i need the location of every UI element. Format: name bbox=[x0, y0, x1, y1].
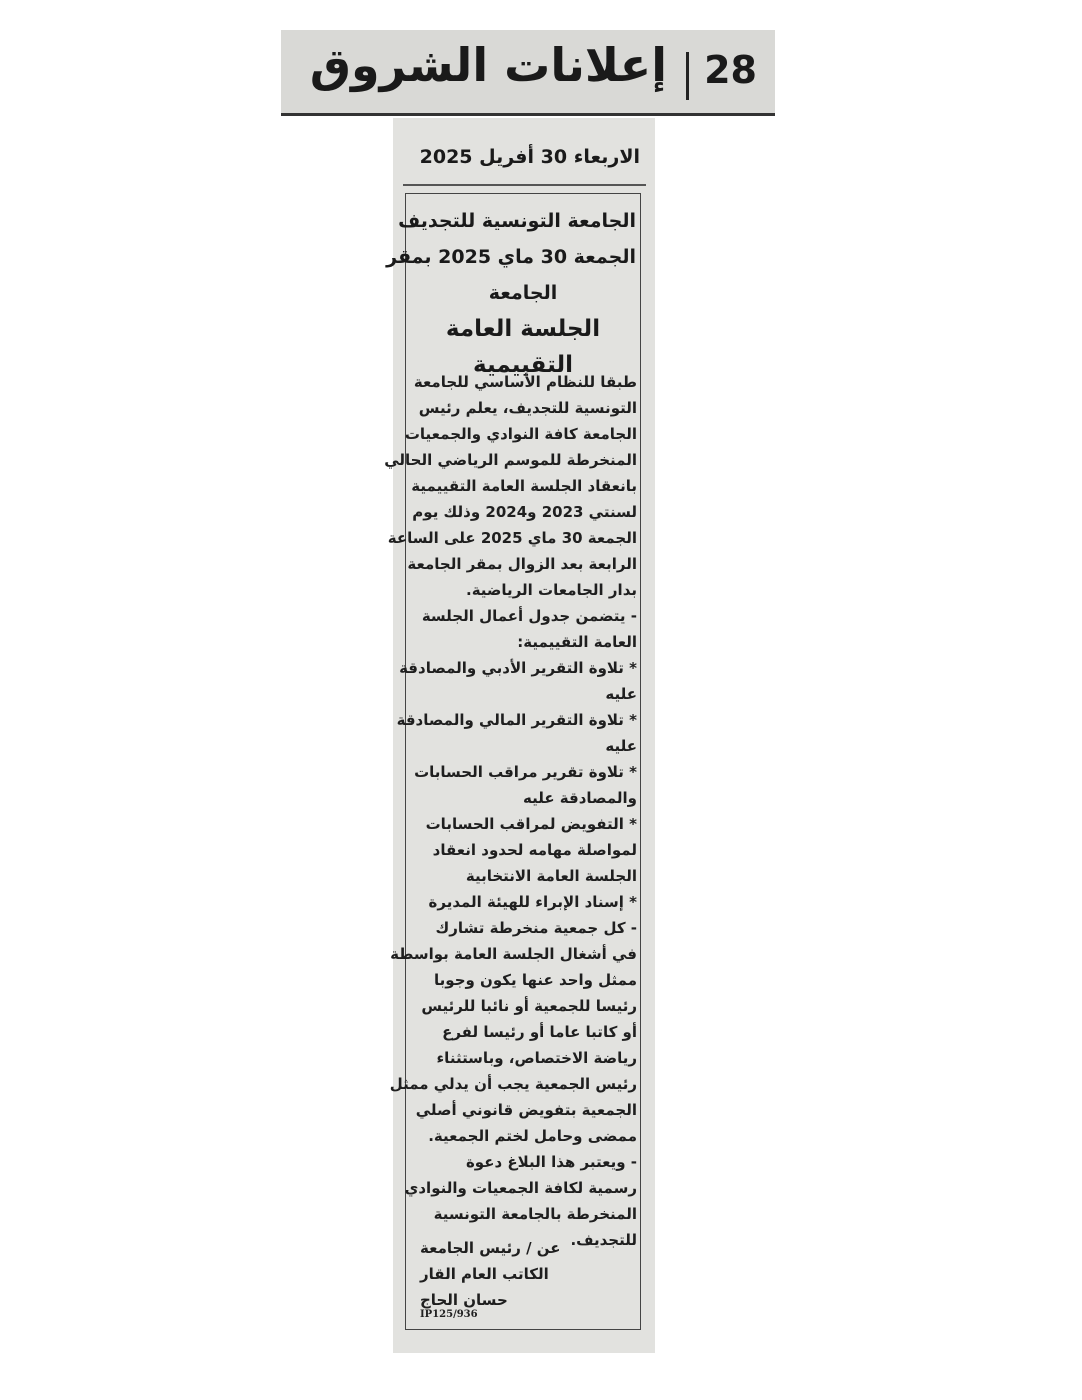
body-line: لسنتي 2023 و2024 وذلك يوم bbox=[412, 503, 637, 521]
body-line: الرابعة بعد الزوال بمقر الجامعة bbox=[407, 555, 637, 573]
body-line: ممثل واحد عنها يكون وجوبا bbox=[434, 971, 637, 989]
body-line: الجلسة العامة الانتخابية bbox=[465, 867, 637, 885]
body-line: رئيسا للجمعية أو نائبا للرئيس bbox=[421, 997, 637, 1015]
body-line: طبقا للنظام الأساسي للجامعة bbox=[413, 373, 637, 391]
body-line: والمصادقة عليه bbox=[523, 789, 637, 807]
body-line: للتجديف. bbox=[570, 1231, 637, 1249]
body-line: المنخرطة للموسم الرياضي الحالي bbox=[384, 451, 637, 469]
body-line: رياضة الاختصاص، وباستثناء bbox=[436, 1049, 637, 1067]
body-line: العامة التقييمية: bbox=[517, 633, 637, 651]
body-line: عليه bbox=[605, 737, 637, 755]
announcement-subheading: الجلسة العامة التقييمية bbox=[445, 316, 601, 378]
body-line: الجمعية بتفويض قانوني أصلي bbox=[415, 1101, 637, 1119]
date-rule bbox=[403, 184, 646, 186]
signature-line: الكاتب العام القار bbox=[420, 1265, 549, 1283]
heading-line: الجامعة bbox=[488, 282, 558, 304]
announcement-body bbox=[384, 369, 637, 1253]
body-line: رئيس الجمعية يجب أن يدلي ممثل bbox=[389, 1075, 637, 1093]
heading-line: الجامعة التونسية للتجديف bbox=[398, 210, 636, 232]
body-line: عليه bbox=[605, 685, 637, 703]
body-line: بدار الجامعات الرياضية. bbox=[466, 581, 637, 599]
header-divider bbox=[686, 52, 689, 100]
signature-block bbox=[420, 1235, 620, 1313]
body-line: - ويعتبر هذا البلاغ دعوة bbox=[465, 1153, 637, 1171]
newspaper-header bbox=[281, 30, 775, 116]
body-line: لمواصلة مهامه لحدود انعقاد bbox=[432, 841, 637, 859]
body-line: * إسناد الإبراء للهيئة المديرة bbox=[428, 893, 637, 911]
body-line: التونسية للتجديف، يعلم رئيس bbox=[418, 399, 637, 417]
announcement-heading bbox=[386, 203, 636, 383]
page-number: 28 bbox=[704, 48, 757, 92]
body-line: في أشغال الجلسة العامة بواسطة bbox=[390, 945, 637, 963]
header-rule bbox=[281, 113, 775, 116]
body-line: - كل جمعية منخرطة تشارك bbox=[435, 919, 637, 937]
body-line: - يتضمن جدول أعمال الجلسة bbox=[421, 607, 637, 625]
body-line: * التفويض لمراقب الحسابات bbox=[425, 815, 637, 833]
heading-line: الجمعة 30 ماي 2025 بمقر bbox=[386, 246, 636, 268]
signature-line: حسان الحاج bbox=[420, 1291, 508, 1309]
body-line: أو كاتبا عاما أو رئيسا لفرع bbox=[442, 1023, 637, 1041]
body-line: الجمعة 30 ماي 2025 على الساعة bbox=[387, 529, 637, 547]
body-line: * تلاوة التقرير المالي والمصادقة bbox=[396, 711, 637, 729]
body-line: المنخرطة بالجامعة التونسية bbox=[433, 1205, 637, 1223]
body-line: الجامعة كافة النوادي والجمعيات bbox=[404, 425, 637, 443]
ad-reference-code: IP125/936 bbox=[420, 1309, 478, 1320]
body-line: ممضى وحامل لختم الجمعية. bbox=[428, 1127, 637, 1145]
issue-date: الاربعاء 30 أفريل 2025 bbox=[419, 146, 640, 168]
section-title: إعلانات الشروق bbox=[309, 38, 667, 92]
body-line: بانعقاد الجلسة العامة التقييمية bbox=[411, 477, 637, 495]
signature-line: عن / رئيس الجامعة bbox=[420, 1239, 561, 1257]
body-line: رسمية لكافة الجمعيات والنوادي bbox=[404, 1179, 637, 1197]
body-line: * تلاوة تقرير مراقب الحسابات bbox=[414, 763, 637, 781]
body-line: * تلاوة التقرير الأدبي والمصادقة bbox=[399, 659, 637, 677]
